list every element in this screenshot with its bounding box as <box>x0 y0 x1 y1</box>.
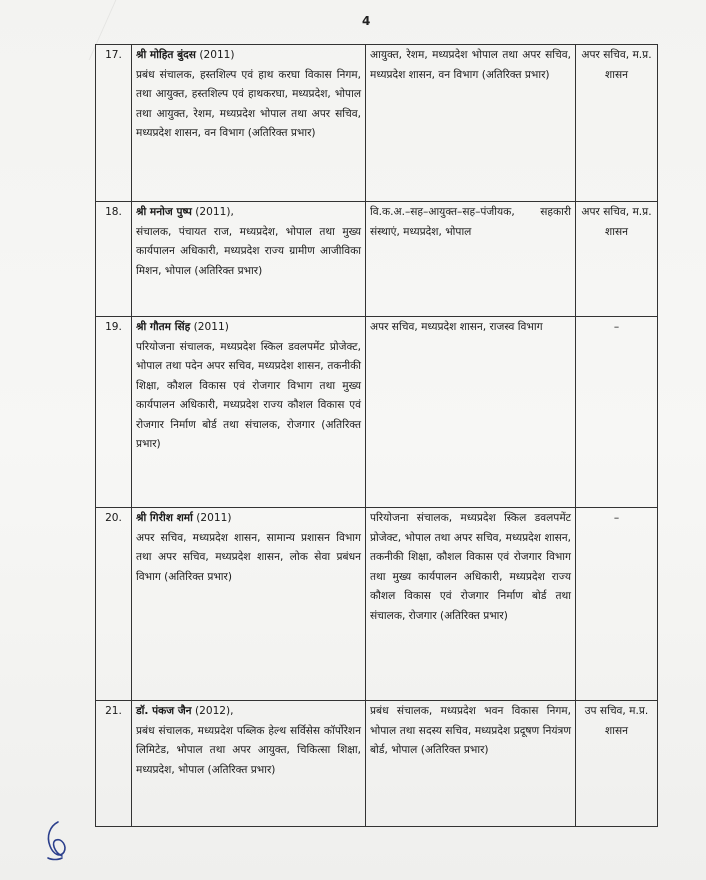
new-posting: प्रबंध संचालक, मध्यप्रदेश भवन विकास निगम, भोपाल तथा सदस्य सचिव, मध्यप्रदेश प्रदूषण नियंत्रण बोर्ड, भोपाल (अतिरिक्त प्रभार) <box>366 701 576 827</box>
officer-details <box>132 317 366 508</box>
current-posting: प्रबंध संचालक, हस्तशिल्प एवं हाथ करघा विकास निगम, तथा आयुक्त, हस्तशिल्प एवं हाथकरघा, मध्यप्रदेश, भोपाल तथा आयुक्त, रेशम, मध्यप्रदेश भोपाल तथा अपर सचिव, मध्यप्रदेश शासन, वन विभाग (अतिरिक्त प्रभार) <box>136 68 361 139</box>
officer-details <box>132 45 366 202</box>
handwritten-initials-icon <box>42 818 72 862</box>
page-number: 4 <box>362 14 371 28</box>
current-posting: संचालक, पंचायत राज, मध्यप्रदेश, भोपाल तथा मुख्य कार्यपालन अधिकारी, मध्यप्रदेश राज्य ग्रामीण आजीविका मिशन, भोपाल (अतिरिक्त प्रभार) <box>136 225 361 277</box>
rank: उप सचिव, म.प्र. शासन <box>576 701 658 827</box>
serial-number: 18. <box>96 202 132 317</box>
officer-name: श्री गिरीश शर्मा <box>136 512 193 524</box>
current-posting: प्रबंध संचालक, मध्यप्रदेश पब्लिक हेल्थ सर्विसेस कॉर्पोरेशन लिमिटेड, भोपाल तथा अपर आयुक्त, चिकित्सा शिक्षा, मध्यप्रदेश, भोपाल (अतिरिक्त प्रभार) <box>136 724 361 776</box>
serial-number: 20. <box>96 508 132 701</box>
officer-batch: (2011) <box>193 321 229 333</box>
officer-batch: (2011), <box>195 206 234 218</box>
rank: अपर सचिव, म.प्र. शासन <box>576 202 658 317</box>
serial-number: 21. <box>96 701 132 827</box>
rank: – <box>576 508 658 701</box>
rank: – <box>576 317 658 508</box>
new-posting: अपर सचिव, मध्यप्रदेश शासन, राजस्व विभाग <box>366 317 576 508</box>
transfer-table <box>95 44 658 827</box>
officer-batch: (2011) <box>199 49 235 61</box>
officer-batch: (2011) <box>196 512 232 524</box>
new-posting: वि.क.अ.–सह–आयुक्त–सह–पंजीयक, सहकारी संस्थाएं, मध्यप्रदेश, भोपाल <box>366 202 576 317</box>
officer-details <box>132 202 366 317</box>
officer-details <box>132 508 366 701</box>
serial-number: 19. <box>96 317 132 508</box>
officer-name: श्री मोहित बुंदस <box>136 49 196 61</box>
officer-name: डॉ. पंकज जैन <box>136 705 192 717</box>
officer-batch: (2012), <box>194 705 234 717</box>
rank: अपर सचिव, म.प्र. शासन <box>576 45 658 202</box>
current-posting: परियोजना संचालक, मध्यप्रदेश स्किल डवलपमेंट प्रोजेक्ट, भोपाल तथा पदेन अपर सचिव, मध्यप्रदेश शासन, तकनीकी शिक्षा, कौशल विकास एवं रोजगार विभाग तथा मुख्य कार्यपालन अधिकारी, मध्यप्रदेश राज्य कौशल विकास एवं रोजगार निर्माण बोर्ड तथा संचालक, रोजगार (अतिरिक्त प्रभार) <box>136 340 361 450</box>
current-posting: अपर सचिव, मध्यप्रदेश शासन, सामान्य प्रशासन विभाग तथा अपर सचिव, मध्यप्रदेश शासन, लोक सेवा प्रबंधन विभाग (अतिरिक्त प्रभार) <box>136 531 361 583</box>
serial-number: 17. <box>96 45 132 202</box>
officer-details <box>132 701 366 827</box>
table-row <box>96 317 658 508</box>
new-posting: परियोजना संचालक, मध्यप्रदेश स्किल डवलपमेंट प्रोजेक्ट, भोपाल तथा अपर सचिव, मध्यप्रदेश शासन, तकनीकी शिक्षा, कौशल विकास एवं रोजगार विभाग तथा मुख्य कार्यपालन अधिकारी, मध्यप्रदेश राज्य कौशल विकास एवं रोजगार निर्माण बोर्ड तथा संचालक, रोजगार (अतिरिक्त प्रभार) <box>366 508 576 701</box>
table-row <box>96 45 658 202</box>
officer-name: श्री मनोज पुष्प <box>136 206 192 218</box>
new-posting: आयुक्त, रेशम, मध्यप्रदेश भोपाल तथा अपर सचिव, मध्यप्रदेश शासन, वन विभाग (अतिरिक्त प्रभार) <box>366 45 576 202</box>
officer-name: श्री गौतम सिंह <box>136 321 191 333</box>
table-row <box>96 701 658 827</box>
table-row <box>96 508 658 701</box>
table-row <box>96 202 658 317</box>
